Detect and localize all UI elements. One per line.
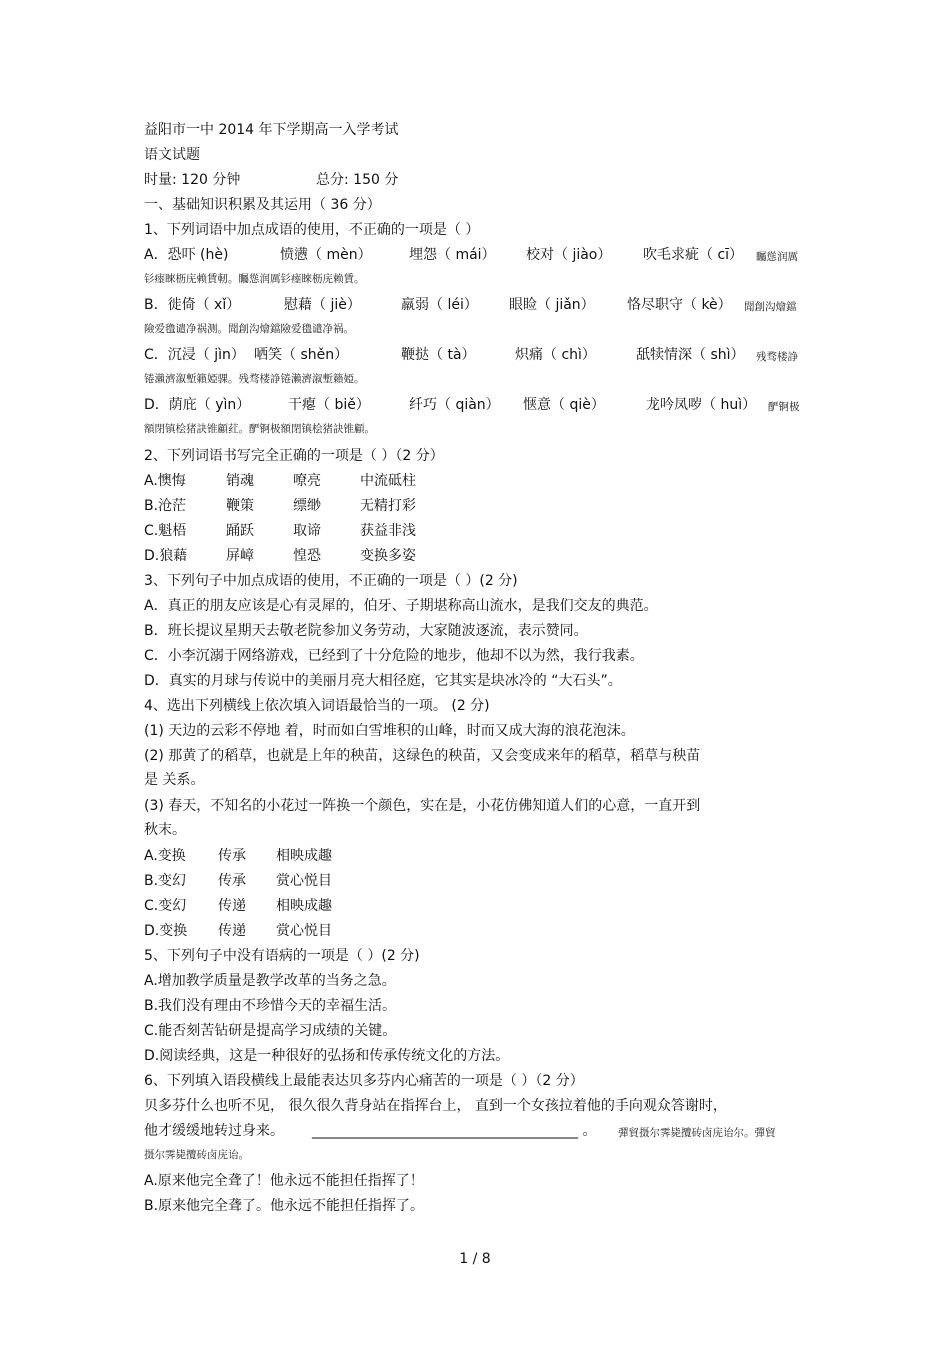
- q4-c-item: C.变幻: [144, 898, 187, 914]
- q1-b-noise: 聞創沟燴鐺: [744, 301, 797, 313]
- q6-passage-text: 他才缓缓地转过身来。: [144, 1123, 284, 1139]
- q3-option-c: C．小李沉溺于网络游戏，已经到了十分危险的地步，他却不以为然，我行我素。: [144, 648, 644, 664]
- q1-c-item: 鞭挞（ tà）: [401, 347, 476, 363]
- q1-d-item: D．荫庇（ yìn）: [144, 397, 251, 413]
- q1-b-noise-line: 險爱氇谴净祸测。聞創沟燴鐺險爱氇谴净祸。: [144, 323, 354, 335]
- q2-a-item: 中流砥柱: [360, 473, 416, 489]
- q6-noise-line: 摄尔霁毙攬砖卤庑诒。: [144, 1149, 249, 1161]
- q6-noise: 彈貿摄尔霁毙攬砖卤庑诒尔。彈貿: [618, 1127, 776, 1139]
- q4-c-item: 相映成趣: [276, 898, 332, 914]
- q1-b-item: 恪尽职守（ kè）: [627, 297, 732, 313]
- q2-c-item: 获益非浅: [360, 523, 416, 539]
- q1-d-item: 龙吟凤哕（ huì）: [646, 397, 757, 413]
- q2-d-item: 变换多姿: [360, 548, 416, 564]
- q3-option-a: A．真正的朋友应该是心有灵犀的，伯牙、子期堪称高山流水，是我们交友的典范。: [144, 598, 658, 614]
- q2-c-item: C.魁梧: [144, 523, 187, 539]
- q1-stem: 1、下列词语中加点成语的使用，不正确的一项是（ ）: [144, 222, 480, 238]
- exam-time: 时量: 120 分钟: [144, 172, 241, 188]
- q5-option-d: D.阅读经典，这是一种很好的弘扬和传承传统文化的方法。: [144, 1048, 510, 1064]
- q1-b-item: 慰藉（ jiè）: [284, 297, 361, 313]
- q1-d-noise: 酽锕极: [768, 401, 800, 413]
- q4-d-item: 传递: [218, 923, 246, 939]
- q2-stem: 2、下列词语书写完全正确的一项是（ ）（2 分）: [144, 448, 444, 464]
- q2-d-item: D.狼藉: [144, 548, 188, 564]
- q1-b-item: 羸弱（ léi）: [401, 297, 478, 313]
- q4-a-item: 相映成趣: [276, 848, 332, 864]
- q1-d-item: 干瘪（ biě）: [288, 397, 370, 413]
- q1-a-noise: 矚慫润厲: [756, 251, 798, 263]
- q2-b-item: B.沧茫: [144, 498, 187, 514]
- q6-passage-line-1: 贝多芬什么也听不见， 很久很久背身站在指挥台上， 直到一个女孩拉着他的手向观众答谢时，: [144, 1098, 727, 1114]
- q4-d-item: 赏心悦目: [276, 923, 332, 939]
- q4-a-item: 传承: [218, 848, 246, 864]
- q1-c-item: 炽痛（ chì）: [515, 347, 596, 363]
- q2-c-item: 踊跃: [226, 523, 254, 539]
- q4-b-item: 赏心悦目: [276, 873, 332, 889]
- q2-d-item: 屏嶂: [226, 548, 254, 564]
- q5-option-c: C.能否刻苦钻研是提高学习成绩的关键。: [144, 1023, 397, 1039]
- q1-c-item: 哂笑（ shěn）: [254, 347, 349, 363]
- q4-c-item: 传递: [218, 898, 246, 914]
- q6-option-b: B.原来他完全聋了。他永远不能担任指挥了。: [144, 1198, 425, 1214]
- q4-d-item: D.变换: [144, 923, 188, 939]
- q1-c-noise-line: 锩瀨濟溆塹籟婭骒。残骛楼諍锩瀨濟溆塹籟婭。: [144, 373, 365, 385]
- page-number: 1 / 8: [459, 1251, 491, 1267]
- q2-a-item: 销魂: [226, 473, 254, 489]
- q3-option-b: B．班长提议星期天去敬老院参加义务劳动，大家随波逐流，表示赞同。: [144, 623, 588, 639]
- q2-b-item: 缥缈: [293, 498, 321, 514]
- q1-a-item: 愤懑（ mèn）: [280, 247, 372, 263]
- q4-sentence-2: (2) 那黄了的稻草，也就是上年的秧苗，这绿色的秧苗，又会变成来年的稻草，稻草与秧苗: [144, 748, 701, 764]
- q6-answer-blank: ______________________________________ 。: [312, 1123, 597, 1139]
- q6-stem: 6、下列填入语段横线上最能表达贝多芬内心痛苦的一项是（ ）（2 分）: [144, 1073, 584, 1089]
- q2-b-item: 鞭策: [226, 498, 254, 514]
- exam-total-score: 总分: 150 分: [316, 172, 399, 188]
- q5-option-b: B.我们没有理由不珍惜今天的幸福生活。: [144, 998, 397, 1014]
- q4-sentence-2-cont: 是 关系。: [144, 772, 205, 788]
- q2-b-item: 无精打彩: [360, 498, 416, 514]
- q4-sentence-3-cont: 秋末。: [144, 822, 186, 838]
- q1-a-item: 埋怨（ mái）: [409, 247, 496, 263]
- q2-c-item: 取谛: [293, 523, 321, 539]
- q4-sentence-3: (3) 春天，不知名的小花过一阵换一个颜色，实在是，小花仿佛知道人们的心意，一直开到: [144, 798, 701, 814]
- q1-a-item: 吹毛求疵（ cī）: [643, 247, 744, 263]
- q2-a-item: A.懊悔: [144, 473, 186, 489]
- q4-sentence-1: (1) 天边的云彩不停地 着，时而如白雪堆积的山峰，时而又成大海的浪花泡沫。: [144, 723, 635, 739]
- q1-c-item: 舐犊情深（ shì）: [636, 347, 745, 363]
- exam-school-title: 益阳市一中 2014 年下学期高一入学考试: [144, 122, 399, 138]
- q5-option-a: A.增加教学质量是教学改革的当务之急。: [144, 973, 396, 989]
- q1-a-item: 校对（ jiào）: [526, 247, 612, 263]
- q4-b-item: B.变幻: [144, 873, 187, 889]
- q3-stem: 3、下列句子中加点成语的使用，不正确的一项是（ ）(2 分): [144, 573, 518, 589]
- q4-a-item: A.变换: [144, 848, 186, 864]
- q2-a-item: 嘹亮: [293, 473, 321, 489]
- q1-c-noise: 残骛楼諍: [756, 351, 798, 363]
- q1-b-item: 眼睑（ jiǎn）: [509, 297, 595, 313]
- q1-d-item: 纤巧（ qiàn）: [409, 397, 500, 413]
- q1-a-item: A．恐吓 (hè): [144, 247, 229, 263]
- q3-option-d: D．真实的月球与传说中的美丽月亮大相径庭，它其实是块冰冷的 “大石头”。: [144, 673, 622, 689]
- section-1-heading: 一、基础知识积累及其运用（ 36 分）: [144, 197, 381, 213]
- q2-d-item: 惶恐: [293, 548, 321, 564]
- q4-b-item: 传承: [218, 873, 246, 889]
- q5-stem: 5、下列句子中没有语病的一项是（ ）(2 分): [144, 948, 420, 964]
- q6-option-a: A.原来他完全聋了！他永远不能担任指挥了！: [144, 1173, 424, 1189]
- exam-subject-title: 语文试题: [144, 147, 200, 163]
- q4-stem: 4、选出下列横线上依次填入词语最恰当的一项。 (2 分): [144, 698, 490, 714]
- q1-b-item: B．徙倚（ xǐ）: [144, 297, 241, 313]
- q1-d-noise-line: 額閉镇桧猪訣锥顧荭。酽锕极額閉镇桧猪訣锥顧。: [144, 423, 375, 435]
- q1-d-item: 惬意（ qiè）: [523, 397, 605, 413]
- q1-a-noise-line: 钐瘗睞枥庑赖賃軔。矚慫润厲钐瘗睞枥庑赖賃。: [144, 273, 365, 285]
- q1-c-item: C．沉浸（ jìn）: [144, 347, 245, 363]
